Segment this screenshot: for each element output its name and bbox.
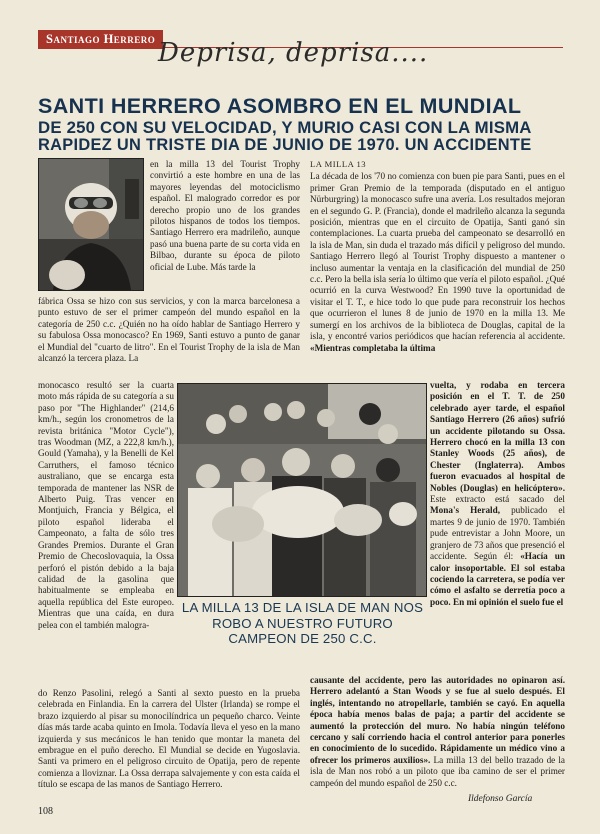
author-name: Ildefonso García — [468, 794, 533, 804]
photo-caption: LA MILLA 13 DE LA ISLA DE MAN NOS ROBO A NUESTRO FUTURO CAMPEON DE 250 C.C. — [181, 600, 424, 647]
article-col2-end — [310, 675, 565, 789]
podium-celebration-photo — [177, 383, 427, 597]
headline-line-2: DE 250 CON SU VELOCIDAD, Y MURIO CASI CON LA MISMA — [38, 117, 532, 137]
subheading-milla-13: LA MILLA 13 — [310, 159, 367, 169]
headline-line-3: RAPIDEZ UN TRISTE DIA DE JUNIO DE 1970. UN ACCIDENTE — [38, 136, 532, 155]
col2-quote-end: causante del accidente, pero las autoridades no opinaron así. Herrero adelantó a Stan Woods y se fue al suelo después. El inglés, intentando no atropellarle, también se cayó. En aquella época había menos balas de paja; a partir del accidente se aumentó la protección del muro. No había ningún teléfono cercano y salí corriendo hacia el control anterior para ponerles en conocimiento de lo sucedido. Rápidamente un médico vino a ofrecer los primeros auxilios». — [310, 675, 565, 765]
col2-closing-text: La milla 13 del bello trazado de la isla de Man nos robó a un piloto que iba camino de ser el primer campeón del mundo español de 250 c.c. — [310, 754, 565, 788]
headline — [38, 96, 565, 154]
col2-quote-start: «Mientras completaba la última — [310, 342, 436, 353]
article-col1-end: do Renzo Pasolini, relegó a Santi al sexto puesto en la prueba celebrada en Finlandia. En la carrera del Ulster (Irlanda) se rompe el brazo izquierdo al pisar su monocilíndrica un pequeño charco. Veinte días más tarde acaba quinto en Imola. Todavía lleva el yeso en la mano izquierda y sus mecánicos le han tenido que montar la maneta del embrague en el puño derecho. El Mundial se decide en Yugoslavia. Santi va primero en el peligroso circuito de Opatija, pero de repente comienza a lloviznar. La Ossa derrapa salvajemente y con esta caída el título se escapa de las manos de Santiago Herrero. — [38, 688, 300, 790]
col2-body-text: La década de los '70 no comienza con buen pie para Santi, pues en el primer Gran Premio de la temporada (disputado en el antiguo Nürburgring) la monocasco sufre una avería. Los resultados mejoran en el segundo G. P. (Francia), donde el madrileño alcanza la segunda posición, mientras que en el circuito de Opatija, Santi ganó sin contemplaciones. La cuarta prueba del campeonato se desarrolló en la isla de Man, sin duda el trazado más difícil y peligroso del mundo. Santiago Herrero llegó al Tourist Trophy dispuesto a mantener o incluso aumentar la ventaja en la clasificación del mundial de 250 c.c. Pero la bella isla sería lo último que vería el piloto español. ¿Qué ocurrió en la curva Westwood? En 1990 tuve la oportunidad de visitar el T. T., e hice todo lo que pude para reconstruir los hechos que ocurrieron el lunes 8 de junio de 1970 en la milla 13. Me sumergí en los archivos de la biblioteca de Douglas, capital de la isla, y encontré varios periódicos que hacían referencia al accidente. — [310, 171, 565, 342]
col2-quote-body: vuelta, y rodaba en tercera posición en el T. T. de 250 celebrado ayer tarde, el español Santiago Herrero (26 años) sufrió un accidente pilotando su Ossa. Herrero chocó en la milla 13 con Stanley Woods (25 años), de Chester (Inglaterra). Ambos fueron evacuados al hospital de Nobles (Douglas) en helicóptero». — [430, 380, 565, 493]
col2-source-text: Este extracto está sacado del — [430, 494, 565, 505]
article-col2-narrow — [430, 380, 565, 608]
page-number: 108 — [38, 806, 53, 817]
article-col1-wide: fábrica Ossa se hizo con sus servicios, y con la marca barcelonesa a punto estuvo de ser el primer campeón del mundo español en la categoría de 250 c.c. ¿Quién no ha oído hablar de Santiago Herrero y su fabulosa Ossa monocasco? En 1969, Santi estuvo a punto de ganar el Mundial del "cuarto de litro". En el Tourist Trophy de la isla de Man alcanzó la tercera plaza. La — [38, 296, 300, 364]
col2-interview-text: publicado el martes 9 de junio de 1970. También pude entrevistar a John Moore, un granjero de 73 años que presenció el accidente. Según él: — [430, 505, 565, 562]
article-col2-top — [310, 159, 565, 354]
article-col1-narrow: monocasco resultó ser la cuarta moto más rápida de su categoría a su paso por "The Highlander" (214,6 km/h., según los cronometros de la revista británica "Motor Cycle"), tras Woodman (MZ, a 222,8 km/h.), Gould (Yamaha), y la Benelli de Kel Carruthers, el famoso técnico australiano, que se encarga esta temporada de mantener las NSR de Alberto Puig. Tras vencer en Montjuich, Francia y Bélgica, el piloto español lideraba el Campeonato, a falta de sólo tres Grandes Premios. Durante el Gran Premio de Checoslovaquia, la Ossa perforó el pistón debido a la baja calidad de la gasolina que habitualmente se empleaba en aquella república del Este europeo. Mientras que una caída, en dura pelea con el también malogra- — [38, 380, 174, 630]
rider-portrait-photo — [38, 158, 144, 291]
article-col1-intro: en la milla 13 del Tourist Trophy convirtió a este hombre en una de las mayores leyendas del motociclismo español. El malogrado corredor es por derecho propio uno de los grandes pilotos hispanos de todos los tiempos. Santiago Herrero era madrileño, aunque pasó una buena parte de su corta vida en Bilbao, durante su época de piloto oficial de Lube. Más tarde la — [150, 159, 300, 272]
section-title: Deprisa, deprisa.... — [158, 38, 429, 68]
col2-source-name: Mona's Herald, — [430, 505, 501, 516]
headline-line-1: SANTI HERRERO ASOMBRO EN EL MUNDIAL — [38, 94, 522, 118]
section-tag: Santiago Herrero — [38, 30, 163, 49]
col2-interview-quote: «Hacía un calor insoportable. El sol estaba cociendo la carretera, se podía ver cómo el asfalto se derretía poco a poco. En mi opinión el suelo fue el — [430, 551, 565, 607]
